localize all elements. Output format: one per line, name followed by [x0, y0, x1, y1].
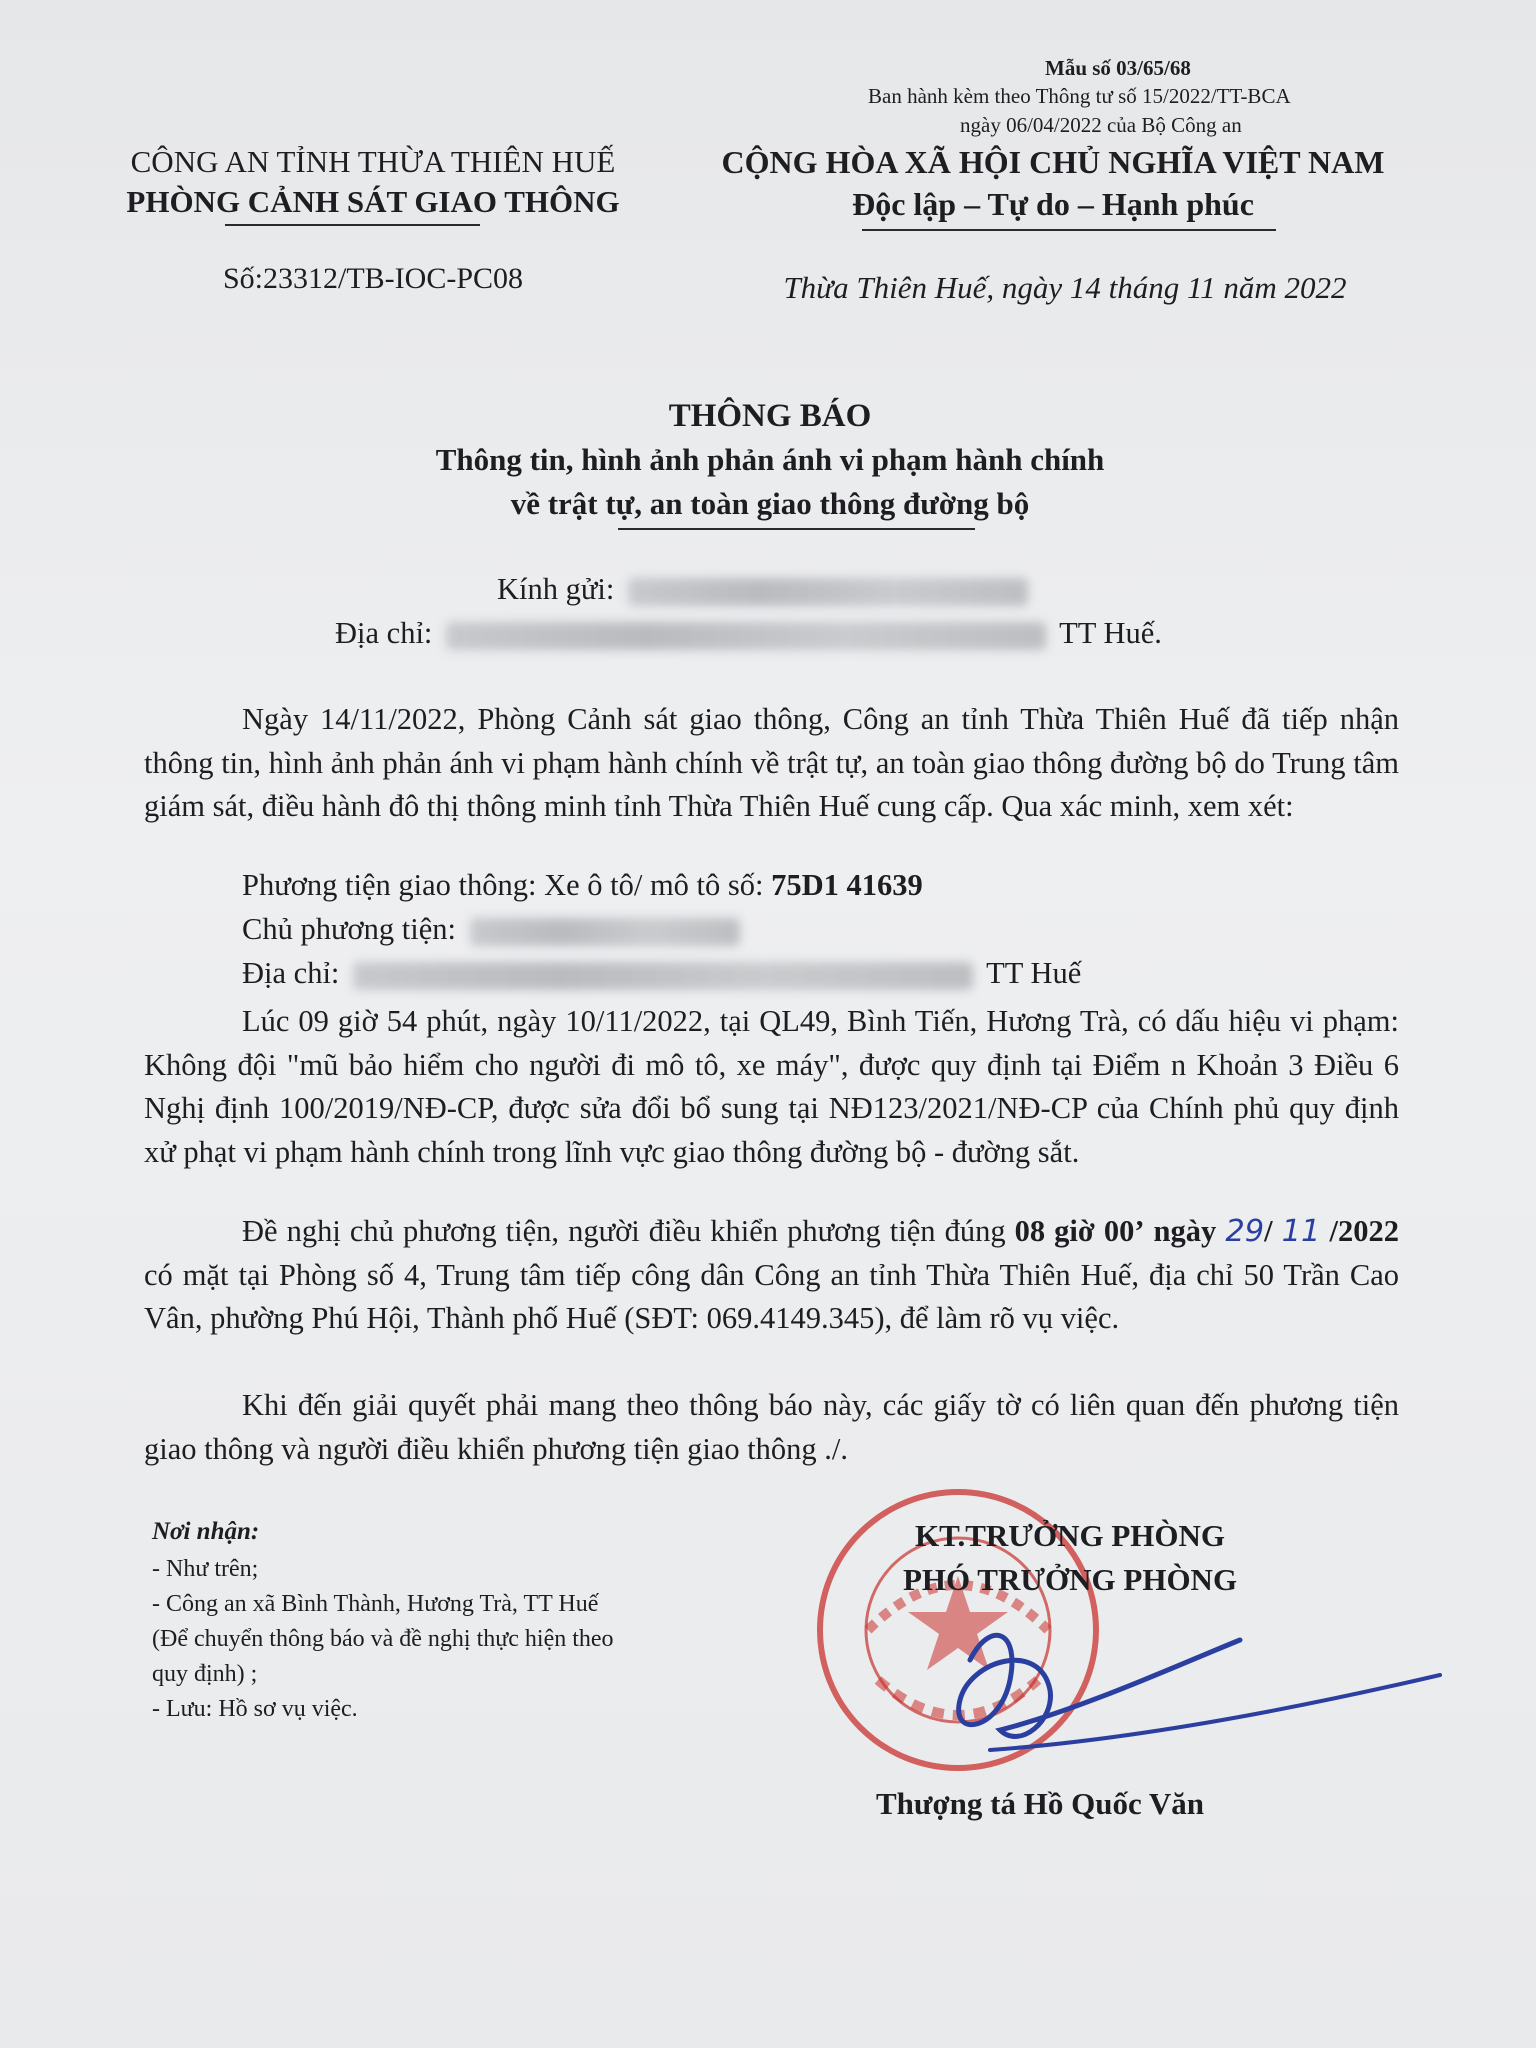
recipients-label: Nơi nhận:: [152, 1518, 260, 1545]
paragraph-requirements: Khi đến giải quyết phải mang theo thông báo này, các giấy tờ có liên quan đến phương tiện giao thông và người điều khiển phương tiện giao thông ./.: [144, 1388, 1399, 1466]
addressee-address-suffix: TT Huế.: [1059, 616, 1162, 650]
subtitle-underline: [618, 528, 975, 530]
department-underline: [225, 224, 480, 226]
form-issued-line-1: Ban hành kèm theo Thông tư số 15/2022/TT-BCA: [868, 84, 1291, 108]
recipient-item: - Công an xã Bình Thành, Hương Trà, TT Huế: [152, 1591, 599, 1617]
handwritten-signature: [930, 1600, 1450, 1800]
owner-line: [242, 912, 746, 947]
document-subtitle-1: Thông tin, hình ảnh phản ánh vi phạm hành chính: [435, 442, 1105, 477]
owner-address-label: Địa chỉ:: [242, 956, 340, 990]
summons-ngay: ngày: [1153, 1214, 1217, 1248]
recipient-item: (Để chuyển thông báo và đề nghị thực hiện theo: [152, 1626, 614, 1652]
signature-title-1: KT.TRƯỞNG PHÒNG: [915, 1518, 1225, 1553]
license-plate: 75D1 41639: [771, 868, 923, 902]
redacted-address: [446, 622, 1046, 650]
owner-address-suffix: TT Huế: [986, 956, 1082, 990]
nation-name: CỘNG HÒA XÃ HỘI CHỦ NGHĨA VIỆT NAM: [721, 144, 1385, 180]
document-title: THÔNG BÁO: [668, 398, 872, 434]
handwritten-day: 29: [1225, 1214, 1265, 1249]
addressee-address-label: Địa chỉ:: [335, 616, 433, 650]
document-subtitle-2: về trật tự, an toàn giao thông đường bộ: [510, 486, 1030, 521]
addressee-label: Kính gửi:: [497, 572, 615, 606]
paragraph-intro: Ngày 14/11/2022, Phòng Cảnh sát giao thông, Công an tỉnh Thừa Thiên Huế đã tiếp nhận thông tin, hình ảnh phản ánh vi phạm hành chính về trật tự, an toàn giao thông đường bộ do Trung tâm giám sát, điều hành đô thị thông minh tỉnh Thừa Thiên Huế cung cấp. Qua xác minh, xem xét:: [144, 702, 1399, 823]
paragraph-violation: Lúc 09 giờ 54 phút, ngày 10/11/2022, tại QL49, Bình Tiến, Hương Trà, có dấu hiệu vi phạm: Không đội "mũ bảo hiểm cho người đi mô tô, xe máy", được quy định tại Điểm n Khoản 3 Điều 6 Nghị định 100/2019/NĐ-CP, được sửa đổi bổ sung tại NĐ123/2021/NĐ-CP của Chính phủ quy định xử phạt vi phạm hành chính trong lĩnh vực giao thông đường bộ - đường sắt.: [144, 1004, 1399, 1169]
addressee-address-line: [335, 616, 1162, 651]
issuing-department: PHÒNG CẢNH SÁT GIAO THÔNG: [126, 184, 620, 219]
owner-address-line: [242, 956, 1081, 991]
handwritten-month: 11: [1281, 1214, 1321, 1249]
summons-text-rest: có mặt tại Phòng số 4, Trung tâm tiếp công dân Công an tỉnh Thừa Thiên Huế, địa chỉ 50 Trần Cao Vân, phường Phú Hội, Thành phố Huế (SĐT: 069.4149.345), để làm rõ vụ việc.: [144, 1257, 1399, 1335]
vehicle-label: Phương tiện giao thông: Xe ô tô/ mô tô số:: [242, 868, 764, 902]
document-number: Số:23312/TB-IOC-PC08: [222, 262, 524, 295]
signature-title-2: PHÓ TRƯỞNG PHÒNG: [902, 1562, 1238, 1597]
redacted-name: [628, 578, 1028, 606]
place-date: Thừa Thiên Huế, ngày 14 tháng 11 năm 2022: [783, 270, 1347, 305]
issuing-agency: CÔNG AN TỈNH THỪA THIÊN HUẾ: [130, 144, 616, 179]
paragraph-summons: Đề nghị chủ phương tiện, người điều khiển phương tiện đúng 08 giờ 00’ ngày 29/ 11 /2022 có mặt tại Phòng số 4, Trung tâm tiếp công dân Công an tỉnh Thừa Thiên Huế, địa chỉ 50 Trần Cao Vân, phường Phú Hội, Thành phố Huế (SĐT: 069.4149.345), để làm rõ vụ việc.: [144, 1214, 1399, 1335]
summons-year: /2022: [1329, 1214, 1399, 1248]
signer-name: Thượng tá Hồ Quốc Văn: [876, 1786, 1205, 1821]
recipient-item: - Như trên;: [152, 1556, 259, 1582]
redacted-owner-address: [353, 962, 973, 990]
form-issued-line-2: ngày 06/04/2022 của Bộ Công an: [960, 113, 1242, 137]
redacted-owner: [470, 918, 740, 946]
recipient-item: - Lưu: Hồ sơ vụ việc.: [152, 1696, 358, 1722]
national-motto: Độc lập – Tự do – Hạnh phúc: [852, 186, 1254, 222]
addressee-line: [497, 572, 1034, 607]
recipient-item: quy định) ;: [152, 1661, 258, 1687]
form-code: Mẫu số 03/65/68: [1045, 56, 1191, 80]
owner-label: Chủ phương tiện:: [242, 912, 456, 946]
motto-underline: [862, 229, 1276, 231]
summons-time: 08 giờ 00’: [1014, 1214, 1145, 1248]
vehicle-line: [242, 868, 923, 903]
summons-text-start: Đề nghị chủ phương tiện, người điều khiển phương tiện đúng: [242, 1214, 1006, 1248]
